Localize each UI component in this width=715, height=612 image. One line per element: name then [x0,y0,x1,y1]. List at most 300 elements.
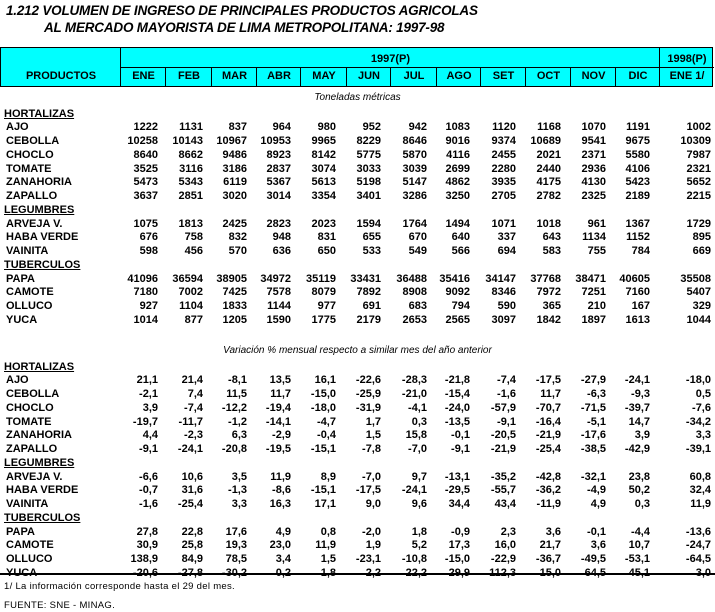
header-month: ABR [267,70,291,82]
value-cell: 3,3 [231,498,247,510]
value-cell: 31,6 [181,484,203,497]
product-name: CEBOLLA [6,135,60,147]
value-cell: -17,6 [580,429,606,442]
value-cell: -6,6 [139,470,158,483]
value-cell: 691 [362,300,381,312]
value-cell: 9016 [445,135,470,147]
value-cell: 50,2 [628,484,650,497]
table-row [0,314,715,328]
value-cell: 10,6 [181,470,203,483]
value-cell: 9,6 [411,498,427,510]
value-cell: 10143 [172,135,203,147]
value-cell: 3014 [266,190,291,202]
table-row [0,121,715,135]
value-cell: 8646 [402,135,427,147]
value-cell: 0,3 [411,415,427,428]
value-cell: 3354 [311,190,336,202]
table-row [0,471,715,485]
value-cell: 10967 [216,135,247,147]
value-cell: -35,2 [490,470,516,483]
header-products: PRODUCTOS [25,70,97,82]
header-divider [390,67,391,86]
value-cell: 758 [184,231,203,244]
value-cell: -8,6 [272,484,291,497]
value-cell: 570 [228,245,247,257]
value-cell: 676 [139,231,158,244]
product-name: CEBOLLA [6,388,60,400]
value-cell: 1018 [536,217,561,230]
value-cell: 11,9 [315,539,336,552]
product-name: TOMATE [6,162,52,175]
value-cell: 3637 [133,190,158,202]
value-cell: 4116 [446,148,470,161]
value-cell: 952 [362,121,381,134]
value-cell: -4,9 [587,484,606,497]
value-cell: 1,5 [320,553,336,565]
value-cell: 4862 [445,176,470,189]
value-cell: -39,7 [624,401,650,414]
value-cell: -0,9 [451,525,470,538]
value-cell: -9,1 [139,443,158,455]
value-cell: -2,3 [184,429,203,442]
value-cell: -9,1 [497,415,516,428]
value-cell: 2425 [222,217,247,230]
value-cell: 683 [408,300,427,312]
product-name: YUCA [6,313,38,326]
value-cell: 1168 [537,121,561,134]
value-cell: 0,5 [695,388,711,400]
unit-label: Variación % mensual respecto a similar mes del año anterior [223,345,492,356]
value-cell: 30,9 [136,539,158,552]
value-cell: 8142 [311,148,336,161]
value-cell: 84,9 [181,553,203,565]
value-cell: -7,0 [408,443,427,455]
value-cell: 0,3 [634,498,650,510]
value-cell: -71,5 [580,401,606,414]
value-cell: -36,2 [535,484,561,497]
value-cell: 40605 [619,272,650,285]
value-cell: 1002 [686,121,711,134]
value-cell: 1070 [581,121,606,134]
value-cell: 961 [587,217,606,230]
table-row [0,402,715,416]
value-cell: 1191 [626,121,650,134]
table-header [0,47,713,87]
value-cell: -17,5 [355,484,381,497]
value-cell: 7160 [625,286,650,299]
value-cell: 655 [362,231,381,244]
header-month: ENE [132,70,155,82]
value-cell: -6,3 [587,388,606,400]
value-cell: -57,9 [490,401,516,414]
value-cell: 636 [272,245,291,257]
value-cell: 34147 [485,272,516,285]
value-cell: -34,2 [685,415,711,428]
value-cell: 5198 [356,176,381,189]
product-name: OLLUCO [6,553,53,565]
value-cell: 4,4 [142,429,158,442]
value-cell: -0,1 [451,429,470,442]
unit-label: Toneladas métricas [314,92,401,103]
value-cell: 21,1 [136,374,158,387]
value-cell: 669 [692,245,711,257]
value-cell: 2280 [491,162,516,175]
value-cell: -7,0 [362,470,381,483]
value-cell: -36,7 [535,553,561,565]
value-cell: -21,9 [490,443,516,455]
value-cell: 2371 [581,148,606,161]
value-cell: 670 [408,231,427,244]
table-row [0,416,715,430]
header-month: SET [492,70,515,82]
value-cell: -70,7 [535,401,561,414]
value-cell: 2837 [266,162,291,175]
value-cell: 3401 [356,190,381,202]
value-cell: 37768 [530,272,561,285]
value-cell: 1205 [222,313,247,326]
value-cell: -24,1 [177,443,203,455]
category-label: HORTALIZAS [4,360,75,373]
value-cell: 533 [362,245,381,257]
value-cell: 23,8 [628,470,650,483]
value-cell: 5423 [625,176,650,189]
value-cell: -10,8 [401,553,427,565]
value-cell: 1,5 [365,429,381,442]
value-cell: 1014 [133,313,158,326]
table-row [0,388,715,402]
value-cell: 2215 [686,190,711,202]
value-cell: 7,4 [187,388,203,400]
value-cell: 43,4 [494,498,516,510]
table-title-line2: AL MERCADO MAYORISTA DE LIMA METROPOLITANA: 1997-98 [44,20,445,35]
value-cell: 9,7 [411,470,427,483]
product-name: ZAPALLO [6,443,58,455]
value-cell: -25,4 [177,498,203,510]
value-cell: 22,8 [181,525,203,538]
value-cell: 755 [587,245,606,257]
value-cell: -15,4 [444,388,470,400]
value-cell: -0,4 [317,429,336,442]
value-cell: -13,5 [444,415,470,428]
value-cell: 3074 [311,162,336,175]
product-name: HABA VERDE [6,484,79,497]
value-cell: 927 [139,300,158,312]
value-cell: 210 [587,300,606,312]
table-row [0,231,715,245]
header-divider [121,67,714,68]
source-note: FUENTE: SNE - MINAG. [4,600,116,611]
value-cell: 7892 [356,286,381,299]
value-cell: 3935 [491,176,516,189]
header-divider [346,67,347,86]
table-row [0,286,715,300]
value-cell: 4,9 [275,525,291,538]
value-cell: -14,1 [265,415,291,428]
value-cell: -8,1 [228,374,247,387]
table-row [0,429,715,443]
value-cell: 1590 [266,313,291,326]
value-cell: -11,9 [536,498,561,510]
value-cell: -15,1 [310,484,336,497]
value-cell: 19,3 [225,539,247,552]
value-cell: -18,0 [685,374,711,387]
value-cell: 16,3 [269,498,291,510]
value-cell: 138,9 [130,553,158,565]
header-month: MAR [221,70,248,82]
product-name: HABA VERDE [6,231,79,244]
value-cell: -38,5 [580,443,606,455]
category-label: LEGUMBRES [4,456,75,469]
product-name: CHOCLO [6,148,54,161]
value-cell: -1,6 [497,388,516,400]
category-row [0,259,715,273]
value-cell: 7578 [266,286,291,299]
header-month: NOV [581,70,606,82]
value-cell: -24,1 [624,374,650,387]
value-cell: 2455 [491,148,516,161]
value-cell: 784 [631,245,650,257]
value-cell: 598 [139,245,158,257]
value-cell: -39,1 [685,443,711,455]
table-row [0,218,715,232]
value-cell: -24,0 [444,401,470,414]
value-cell: 3039 [402,162,427,175]
value-cell: 13,5 [269,374,291,387]
table-row [0,443,715,457]
table-row [0,539,715,553]
category-row [0,361,715,375]
value-cell: -20,5 [490,429,516,442]
value-cell: 5147 [402,176,427,189]
value-cell: 10689 [530,135,561,147]
value-cell: -18,0 [310,401,336,414]
category-label: HORTALIZAS [4,107,75,120]
value-cell: 17,1 [314,498,336,510]
value-cell: 10309 [680,135,711,147]
value-cell: -1,6 [139,498,158,510]
product-name: TOMATE [6,415,52,428]
value-cell: -19,4 [265,401,291,414]
category-row [0,204,715,218]
value-cell: 9675 [625,135,650,147]
value-cell: -21,8 [444,374,470,387]
table-row [0,300,715,314]
value-cell: 11,9 [270,470,291,483]
value-cell: -22,9 [490,553,516,565]
value-cell: 1367 [625,217,650,230]
table-row [0,149,715,163]
value-cell: 832 [228,231,247,244]
value-cell: 650 [317,245,336,257]
header-month: OCT [536,70,561,82]
value-cell: 1134 [582,231,606,244]
value-cell: 831 [317,231,336,244]
value-cell: -22,6 [355,374,381,387]
value-cell: 7002 [178,286,203,299]
value-cell: 17,6 [225,525,247,538]
value-cell: 980 [317,121,336,134]
value-cell: 21,7 [539,539,561,552]
category-row [0,457,715,471]
header-year-1998: 1998(P) [667,53,707,65]
value-cell: 10258 [127,135,158,147]
value-cell: 5613 [311,176,336,189]
table-row [0,135,715,149]
value-cell: 32,4 [689,484,711,497]
value-cell: 5,2 [411,539,427,552]
value-cell: 23,0 [269,539,291,552]
value-cell: 2653 [402,313,427,326]
value-cell: 1075 [133,217,158,230]
product-name: VAINITA [6,245,49,257]
header-month: JUN [357,70,380,82]
value-cell: -16,4 [535,415,561,428]
value-cell: 794 [451,300,470,312]
value-cell: 9965 [311,135,336,147]
value-cell: 1083 [445,121,470,134]
value-cell: -28,3 [401,374,427,387]
header-divider [615,67,616,86]
value-cell: -13,1 [444,470,470,483]
value-cell: 3097 [491,313,516,326]
value-cell: 60,8 [689,470,711,483]
header-divider [436,67,437,86]
value-cell: 5367 [266,176,291,189]
value-cell: -13,6 [685,525,711,538]
value-cell: 4130 [581,176,606,189]
value-cell: -19,7 [132,415,158,428]
value-cell: 8908 [402,286,427,299]
product-name: VAINITA [6,498,49,510]
value-cell: 10953 [260,135,291,147]
value-cell: -23,1 [355,553,381,565]
value-cell: 5870 [402,148,427,161]
value-cell: 3,9 [142,401,158,414]
table-row [0,374,715,388]
value-cell: 9092 [445,286,470,299]
value-cell: 1833 [222,300,247,312]
value-cell: 3186 [222,162,247,175]
value-cell: 2936 [581,162,606,175]
value-cell: 2699 [445,162,470,175]
table-row [0,273,715,287]
value-cell: 35508 [680,272,711,285]
value-cell: 9,0 [365,498,381,510]
category-label: TUBERCULOS [4,258,81,271]
value-cell: 34972 [260,272,291,285]
value-cell: 6119 [223,176,247,189]
product-name: ZAPALLO [6,190,58,202]
value-cell: -11,7 [178,415,203,428]
value-cell: 456 [184,245,203,257]
value-cell: 36594 [172,272,203,285]
value-cell: 2325 [581,190,606,202]
value-cell: -4,4 [631,525,650,538]
value-cell: -42,8 [535,470,561,483]
value-cell: 3033 [356,162,381,175]
value-cell: -4,7 [317,415,336,428]
value-cell: 7180 [133,286,158,299]
category-label: TUBERCULOS [4,511,81,524]
value-cell: -7,4 [497,374,516,387]
value-cell: 3,5 [231,470,247,483]
header-divider [300,67,301,86]
category-row [0,108,715,122]
category-row [0,512,715,526]
value-cell: 1131 [179,121,203,134]
value-cell: -24,1 [401,484,427,497]
value-cell: -9,3 [631,388,650,400]
value-cell: 11,7 [270,388,291,400]
table-row [0,190,715,204]
product-name: ZANAHORIA [6,176,72,189]
value-cell: 8346 [491,286,516,299]
value-cell: 877 [184,313,203,326]
value-cell: 566 [451,245,470,257]
value-cell: 1764 [402,217,427,230]
value-cell: 16,1 [314,374,336,387]
value-cell: 10,7 [628,539,650,552]
value-cell: 8662 [178,148,203,161]
table-bottom-rule [0,573,715,575]
value-cell: 3020 [222,190,247,202]
table-row [0,553,715,567]
value-cell: -19,5 [265,443,291,455]
value-cell: -1,3 [228,484,247,497]
value-cell: 942 [408,121,427,134]
value-cell: 33431 [350,272,381,285]
value-cell: -64,5 [685,553,711,565]
value-cell: -21,9 [535,429,561,442]
value-cell: 2179 [356,313,381,326]
value-cell: 11,9 [690,498,711,510]
value-cell: -0,1 [587,525,606,538]
value-cell: 964 [272,121,291,134]
value-cell: 25,8 [181,539,203,552]
value-cell: 2,3 [500,525,516,538]
value-cell: 643 [542,231,561,244]
product-name: AJO [6,374,29,387]
value-cell: 5580 [625,148,650,161]
table-row [0,498,715,512]
value-cell: -2,9 [272,429,291,442]
product-name: CAMOTE [6,539,54,552]
value-cell: 9486 [222,148,247,161]
value-cell: 1152 [626,231,650,244]
value-cell: -49,5 [580,553,606,565]
value-cell: 1494 [445,217,470,230]
value-cell: 8079 [311,286,336,299]
header-divider [256,67,257,86]
header-month: FEB [178,70,200,82]
header-month: AGO [446,70,472,82]
product-name: CHOCLO [6,401,54,414]
value-cell: 7251 [581,286,606,299]
header-year-1997: 1997(P) [370,53,411,65]
value-cell: 167 [631,300,650,312]
value-cell: 1813 [178,217,203,230]
table-row [0,245,715,259]
table-row [0,176,715,190]
value-cell: 1144 [267,300,291,312]
value-cell: 4175 [536,176,561,189]
category-label: LEGUMBRES [4,203,75,216]
table-row [0,526,715,540]
value-cell: 1104 [179,300,203,312]
table-row [0,484,715,498]
value-cell: 16,0 [494,539,516,552]
value-cell: -2,1 [139,388,158,400]
